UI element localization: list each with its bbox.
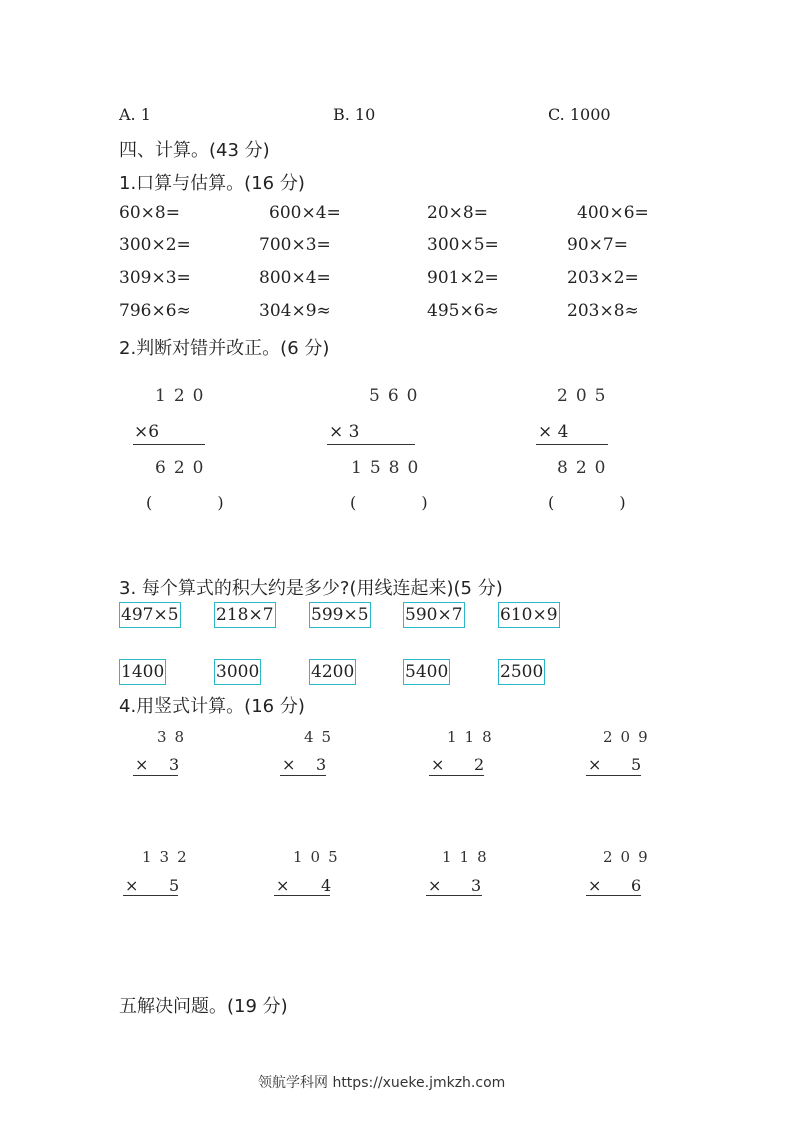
q1-item: 203×2= — [567, 268, 639, 288]
q3-expression[interactable]: 218×7 — [214, 602, 276, 628]
q4-underline — [133, 775, 178, 776]
section-5-title: 五解决问题。(19 分) — [119, 996, 288, 1017]
q2-underline — [133, 444, 205, 445]
q3-answer[interactable]: 1400 — [119, 659, 166, 685]
q4-underline — [586, 775, 641, 776]
q1-item: 400×6= — [577, 203, 649, 223]
q4-top-number: 118 — [442, 848, 495, 866]
q4-underline — [429, 775, 484, 776]
q4-top-number: 105 — [293, 848, 346, 866]
q1-item: 203×8≈ — [567, 301, 639, 321]
q4-multiplier: 3 — [471, 876, 482, 895]
q1-item: 20×8= — [427, 203, 488, 223]
q3-answer[interactable]: 5400 — [403, 659, 450, 685]
q3-answer[interactable]: 3000 — [214, 659, 261, 685]
q4-underline — [426, 895, 482, 896]
q1-item: 304×9≈ — [259, 301, 331, 321]
q4-underline — [280, 775, 326, 776]
q1-item: 90×7= — [567, 235, 628, 255]
q1-item: 300×2= — [119, 235, 191, 255]
q4-times: × — [276, 876, 290, 895]
q4-top-number: 132 — [142, 848, 195, 866]
q1-item: 60×8= — [119, 203, 180, 223]
q4-multiplier: 2 — [474, 755, 485, 774]
q2-answer-paren[interactable]: ( ) — [548, 493, 656, 512]
q2-answer-paren[interactable]: ( ) — [350, 493, 458, 512]
q4-times: × — [282, 755, 296, 774]
q2-result: 1580 — [351, 458, 427, 478]
q1-item: 700×3= — [259, 235, 331, 255]
q1-item: 901×2= — [427, 268, 499, 288]
q4-title: 4.用竖式计算。(16 分) — [119, 696, 305, 717]
q3-expression[interactable]: 497×5 — [119, 602, 181, 628]
q4-underline — [586, 895, 641, 896]
q4-multiplier: 6 — [631, 876, 642, 895]
q4-multiplier: 4 — [321, 876, 332, 895]
q4-times: × — [588, 755, 602, 774]
q4-times: × — [428, 876, 442, 895]
q4-underline — [123, 895, 178, 896]
q2-result: 820 — [557, 458, 614, 478]
q2-top-number: 560 — [369, 386, 426, 406]
q4-multiplier: 3 — [316, 755, 327, 774]
q2-result: 620 — [155, 458, 212, 478]
q4-underline — [274, 895, 330, 896]
q4-times: × — [588, 876, 602, 895]
q1-item: 300×5= — [427, 235, 499, 255]
q4-times: × — [125, 876, 139, 895]
q4-times: × — [135, 755, 149, 774]
q4-top-number: 118 — [447, 728, 500, 746]
q4-times: × — [431, 755, 445, 774]
q2-top-number: 205 — [557, 386, 614, 406]
q4-multiplier: 3 — [169, 755, 180, 774]
q2-top-number: 120 — [155, 386, 212, 406]
q2-underline — [536, 444, 608, 445]
q3-expression[interactable]: 610×9 — [498, 602, 560, 628]
q4-top-number: 209 — [603, 848, 656, 866]
q2-answer-paren[interactable]: ( ) — [146, 493, 254, 512]
section-4-title: 四、计算。(43 分) — [119, 140, 270, 161]
q1-item: 600×4= — [269, 203, 341, 223]
q2-multiplier: ×6 — [134, 422, 160, 442]
q4-multiplier: 5 — [169, 876, 180, 895]
choice-c: C. 1000 — [548, 105, 611, 124]
footer-watermark: 领航学科网 https://xueke.jmkzh.com — [258, 1075, 506, 1091]
q2-multiplier: × 4 — [538, 422, 569, 442]
q2-title: 2.判断对错并改正。(6 分) — [119, 338, 330, 359]
choice-b: B. 10 — [333, 105, 376, 124]
q1-item: 800×4= — [259, 268, 331, 288]
choice-a: A. 1 — [119, 105, 151, 124]
q4-top-number: 45 — [304, 728, 340, 746]
q3-expression[interactable]: 599×5 — [309, 602, 371, 628]
q4-multiplier: 5 — [631, 755, 642, 774]
q1-item: 309×3= — [119, 268, 191, 288]
q1-item: 796×6≈ — [119, 301, 191, 321]
q2-multiplier: × 3 — [329, 422, 360, 442]
q1-title: 1.口算与估算。(16 分) — [119, 173, 305, 194]
q3-title: 3. 每个算式的积大约是多少?(用线连起来)(5 分) — [119, 578, 503, 599]
q4-top-number: 209 — [603, 728, 656, 746]
q3-answer[interactable]: 4200 — [309, 659, 356, 685]
q4-top-number: 38 — [157, 728, 193, 746]
q2-underline — [327, 444, 415, 445]
q3-answer[interactable]: 2500 — [498, 659, 545, 685]
q3-expression[interactable]: 590×7 — [403, 602, 465, 628]
q1-item: 495×6≈ — [427, 301, 499, 321]
